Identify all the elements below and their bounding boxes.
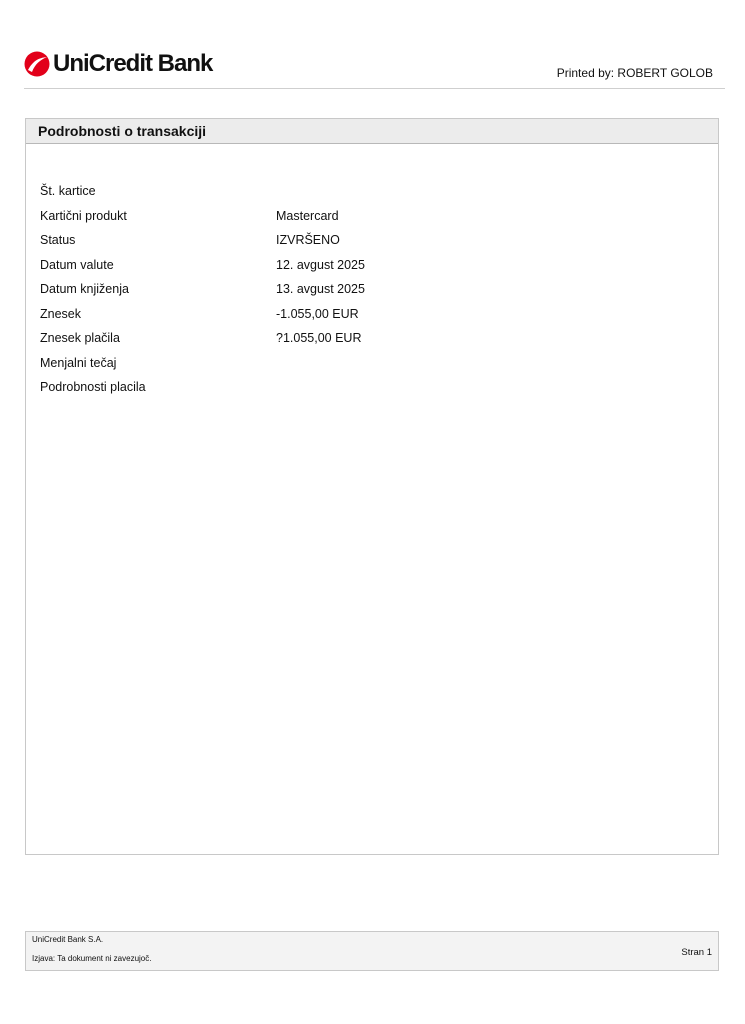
page-header [24,46,725,89]
detail-label: Št. kartice [40,184,96,199]
detail-label: Znesek plačila [40,331,120,346]
page-footer [25,931,719,971]
detail-value: IZVRŠENO [276,233,340,248]
detail-label: Status [40,233,76,248]
unicredit-logo-icon [24,51,50,77]
detail-row-exchange-rate [40,351,700,376]
footer-disclaimer: Izjava: Ta dokument ni zavezujoč. [32,954,152,963]
detail-label: Podrobnosti placila [40,380,146,395]
brand-logo [24,50,212,78]
detail-label: Datum valute [40,257,114,272]
detail-label: Znesek [40,306,81,321]
detail-row-amount [40,302,700,327]
detail-row-payment-details [40,375,700,400]
section-title: Podrobnosti o transakciji [38,123,207,139]
footer-company: UniCredit Bank S.A. [32,935,104,944]
detail-value: 12. avgust 2025 [276,257,365,272]
page-number: Stran 1 [681,947,712,958]
detail-label: Datum knjiženja [40,282,129,297]
detail-row-booking-date [40,277,700,302]
detail-row-status [40,228,700,253]
detail-label: Menjalni tečaj [40,355,117,370]
detail-label: Kartični produkt [40,208,127,223]
detail-row-card-number [40,179,700,204]
detail-row-value-date [40,253,700,278]
detail-value: -1.055,00 EUR [276,306,359,321]
detail-row-card-product [40,204,700,229]
printed-by: Printed by: ROBERT GOLOB [556,66,713,80]
details-list [40,179,700,400]
detail-value: 13. avgust 2025 [276,282,365,297]
detail-value: Mastercard [276,208,339,223]
detail-value: ?1.055,00 EUR [276,331,362,346]
detail-row-payment-amount [40,326,700,351]
panel-header [26,119,718,144]
transaction-details-panel [25,118,719,855]
brand-name: UniCredit Bank [53,50,213,77]
